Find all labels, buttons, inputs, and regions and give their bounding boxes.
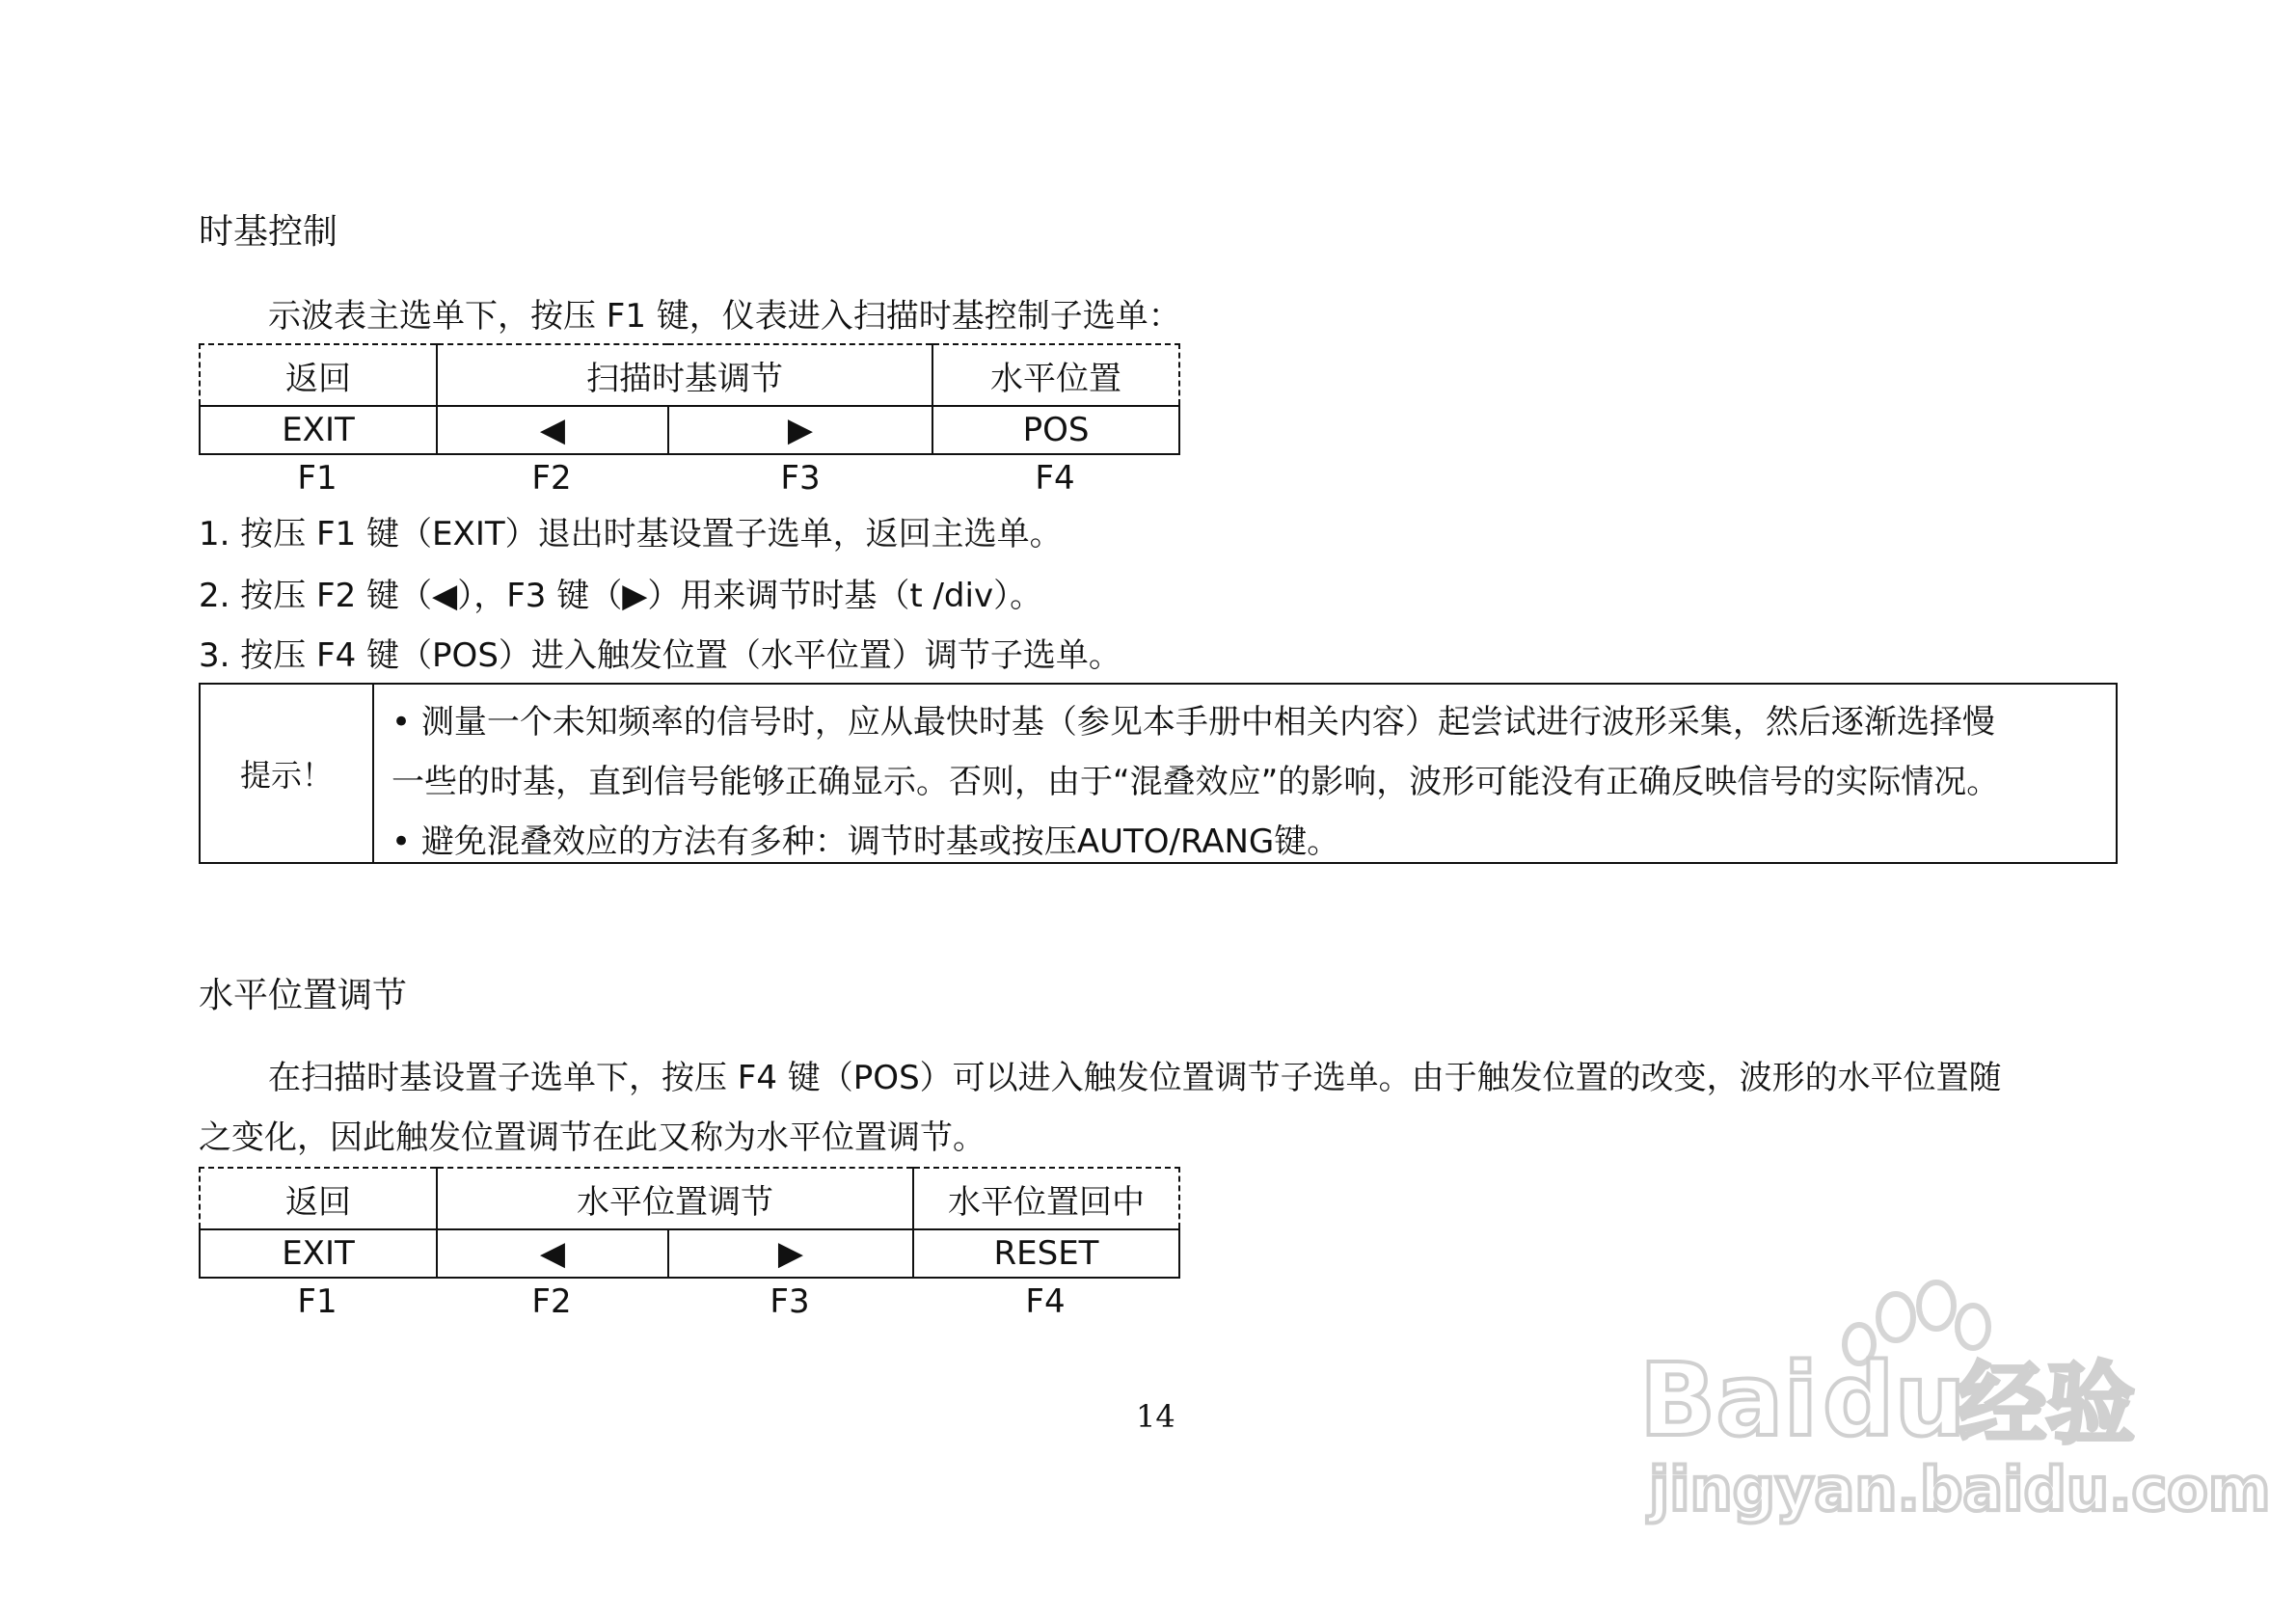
baidu-jingyan-watermark (1630, 1282, 2271, 1533)
exit-softkey[interactable]: EXIT (200, 406, 437, 454)
page-number: 14 (1136, 1398, 1175, 1435)
watermark-cn-text: 经验 (1958, 1353, 2136, 1456)
timebase-intro: 示波表主选单下，按压 F1 键，仪表进入扫描时基控制子选单： (268, 297, 1181, 336)
list-item: 3. 按压 F4 键（POS）进入触发位置（水平位置）调节子选单。 (199, 636, 1121, 675)
tip-line: • 避免混叠效应的方法有多种：调节时基或按压AUTO/RANG键。 (392, 822, 1340, 861)
f1-label: F1 (297, 1282, 338, 1321)
list-item: 2. 按压 F2 键（◀），F3 键（▶）用来调节时基（t /div）。 (199, 577, 1043, 615)
pos-softkey[interactable]: POS (932, 406, 1179, 454)
f3-label: F3 (770, 1282, 810, 1321)
left-arrow-softkey[interactable]: ◀ (437, 1229, 668, 1278)
left-arrow-softkey[interactable]: ◀ (437, 406, 668, 454)
horizontal-position-paragraph: 之变化，因此触发位置调节在此又称为水平位置调节。 (199, 1119, 986, 1157)
menu-cell-horizontal-center: 水平位置回中 (913, 1168, 1179, 1229)
tip-line: 一些的时基，直到信号能够正确显示。否则，由于“混叠效应”的影响，波形可能没有正确反映信号的实际情况。 (392, 763, 2000, 801)
horizontal-position-paragraph: 在扫描时基设置子选单下，按压 F4 键（POS）可以进入触发位置调节子选单。由于触发位置的改变，波形的水平位置随 (268, 1059, 2002, 1097)
watermark-brand-text: Bai (1639, 1341, 1819, 1459)
tip-line: • 测量一个未知频率的信号时，应从最快时基（参见本手册中相关内容）起尝试进行波形采集，然后逐渐选择慢 (392, 703, 1995, 742)
f4-label: F4 (1025, 1282, 1066, 1321)
tip-box (199, 683, 2118, 864)
watermark-url-text: jingyan.baidu.com (1649, 1454, 2271, 1524)
f2-label: F2 (531, 1282, 572, 1321)
right-arrow-softkey[interactable]: ▶ (668, 1229, 913, 1278)
tip-label: 提示！ (201, 685, 374, 862)
menu-cell-return: 返回 (200, 344, 437, 406)
reset-softkey[interactable]: RESET (913, 1229, 1179, 1278)
f2-label: F2 (531, 459, 572, 498)
list-item: 1. 按压 F1 键（EXIT）退出时基设置子选单，返回主选单。 (199, 515, 1063, 553)
right-arrow-softkey[interactable]: ▶ (668, 406, 932, 454)
paw-logo-icon (1630, 1282, 2271, 1533)
menu-cell-return: 返回 (200, 1168, 437, 1229)
horizontal-position-menu-table (199, 1167, 1180, 1279)
section-heading-timebase: 时基控制 (199, 212, 338, 252)
watermark-brand-text-du: du (1823, 1341, 1966, 1459)
menu-cell-horizontal-adjust: 水平位置调节 (437, 1168, 913, 1229)
section-heading-horizontal-position: 水平位置调节 (199, 976, 408, 1015)
f3-label: F3 (780, 459, 821, 498)
timebase-menu-table (199, 343, 1180, 455)
tip-content (374, 685, 2116, 862)
f4-label: F4 (1035, 459, 1075, 498)
exit-softkey[interactable]: EXIT (200, 1229, 437, 1278)
f1-label: F1 (297, 459, 338, 498)
menu-cell-timebase-adjust: 扫描时基调节 (437, 344, 932, 406)
menu-cell-horizontal-position: 水平位置 (932, 344, 1179, 406)
